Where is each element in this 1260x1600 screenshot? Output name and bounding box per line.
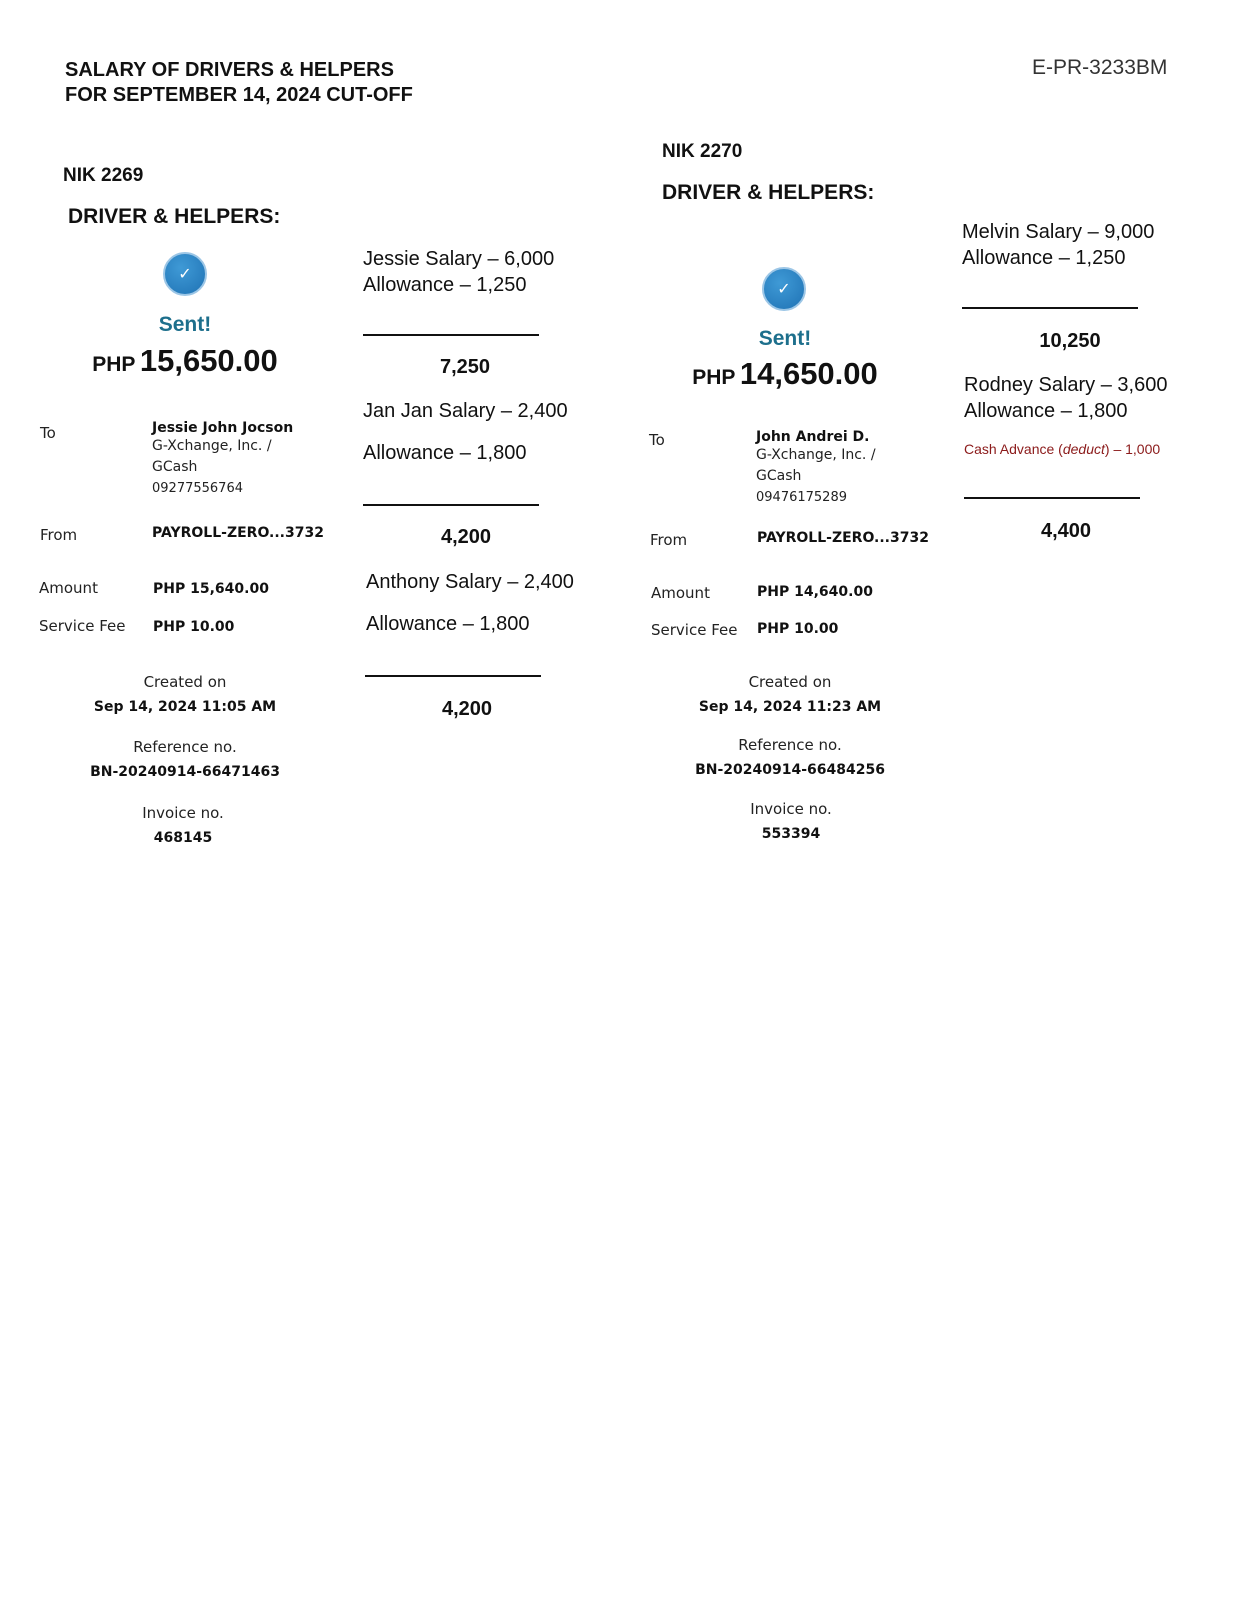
currency-label: PHP (92, 353, 136, 376)
sent-amount-right (655, 356, 915, 392)
title-line-2: FOR SEPTEMBER 14, 2024 CUT-OFF (65, 84, 413, 106)
section-title-left: DRIVER & HELPERS: (68, 205, 281, 228)
service-fee-label: Service Fee (651, 621, 738, 639)
recipient-number: 09277556764 (152, 481, 243, 496)
recipient-block-left (152, 420, 293, 499)
invoice-block-left (53, 804, 313, 846)
amount-value: 14,650.00 (739, 356, 878, 391)
recipient-provider: G-Xchange, Inc. / (756, 447, 876, 463)
recipient-name: Jessie John Jocson (152, 420, 294, 436)
service-fee-value: PHP 10.00 (757, 621, 839, 637)
salary-line: Rodney Salary – 3,600 (964, 374, 1168, 396)
to-label: To (40, 424, 56, 442)
from-value: PAYROLL-ZERO...3732 (757, 530, 929, 546)
document-title (65, 58, 413, 108)
total-jessie: 7,250 (439, 356, 491, 378)
total-anthony: 4,200 (441, 698, 493, 720)
salary-line: Jessie Salary – 6,000 (363, 248, 555, 270)
salary-line: Melvin Salary – 9,000 (962, 221, 1155, 243)
invoice-value: 553394 (761, 826, 821, 842)
invoice-block-right (661, 800, 921, 842)
amount-label: Amount (651, 584, 710, 602)
amount-detail-value: PHP 14,640.00 (757, 584, 873, 600)
salary-line-anthony: Anthony Salary – 2,400 (366, 571, 574, 593)
service-fee-value: PHP 10.00 (153, 619, 235, 635)
reference-value: BN-20240914-66471463 (90, 764, 280, 780)
sent-status-left: Sent! (158, 313, 212, 336)
recipient-number: 09476175289 (756, 490, 847, 505)
total-rodney: 4,400 (1040, 520, 1092, 542)
recipient-block-right (756, 429, 876, 508)
sum-divider (964, 497, 1140, 499)
allowance-line-anthony: Allowance – 1,800 (366, 613, 530, 635)
amount-label: Amount (39, 579, 98, 597)
deduct-prefix: Cash Advance ( (964, 441, 1063, 457)
check-circle-icon (762, 267, 806, 311)
recipient-provider: G-Xchange, Inc. / (152, 438, 272, 454)
created-value: Sep 14, 2024 11:23 AM (698, 699, 882, 715)
created-block-right (660, 673, 920, 715)
invoice-label: Invoice no. (142, 804, 224, 822)
salary-line-janjan: Jan Jan Salary – 2,400 (363, 400, 568, 422)
currency-label: PHP (692, 366, 736, 389)
from-label: From (40, 526, 78, 544)
from-label: From (650, 531, 688, 549)
reference-label: Reference no. (133, 738, 237, 756)
sum-divider (962, 307, 1138, 309)
deduct-word: deduct (1062, 441, 1105, 457)
amount-detail-value: PHP 15,640.00 (153, 581, 269, 597)
sum-divider (363, 504, 539, 506)
sum-divider (365, 675, 541, 677)
payroll-entry-rodney (964, 372, 1167, 424)
created-label: Created on (143, 673, 227, 691)
from-value: PAYROLL-ZERO...3732 (152, 525, 324, 541)
payroll-entry-jessie (363, 246, 554, 298)
allowance-line: Allowance – 1,250 (962, 247, 1126, 269)
check-glyph: ✓ (777, 281, 791, 298)
recipient-name: John Andrei D. (756, 429, 870, 445)
payroll-entry-melvin (962, 219, 1154, 271)
sum-divider (363, 334, 539, 336)
invoice-label: Invoice no. (750, 800, 832, 818)
vehicle-label-right: NIK 2270 (662, 141, 743, 162)
title-line-1: SALARY OF DRIVERS & HELPERS (65, 59, 394, 81)
to-label: To (649, 431, 665, 449)
sent-amount-left (55, 343, 315, 379)
cash-advance-deduction (964, 441, 1160, 457)
total-janjan: 4,200 (440, 526, 492, 548)
deduct-suffix: ) – 1,000 (1104, 441, 1161, 457)
vehicle-label-left: NIK 2269 (63, 165, 144, 186)
reference-block-right (660, 736, 920, 778)
section-title-right: DRIVER & HELPERS: (662, 181, 875, 204)
allowance-line: Allowance – 1,800 (964, 400, 1128, 422)
amount-value: 15,650.00 (139, 343, 278, 378)
check-glyph: ✓ (178, 266, 192, 283)
recipient-wallet: GCash (152, 459, 198, 475)
service-fee-label: Service Fee (39, 617, 126, 635)
reference-block-left (55, 738, 315, 780)
reference-label: Reference no. (738, 736, 842, 754)
created-label: Created on (748, 673, 832, 691)
check-circle-icon (163, 252, 207, 296)
reference-value: BN-20240914-66484256 (695, 762, 885, 778)
allowance-line: Allowance – 1,250 (363, 274, 527, 296)
created-block-left (55, 673, 315, 715)
document-id: E-PR-3233BM (1032, 56, 1168, 79)
invoice-value: 468145 (153, 830, 213, 846)
allowance-line-janjan: Allowance – 1,800 (363, 442, 527, 464)
total-melvin: 10,250 (1039, 330, 1101, 352)
recipient-wallet: GCash (756, 468, 802, 484)
sent-status-right: Sent! (758, 327, 812, 350)
created-value: Sep 14, 2024 11:05 AM (93, 699, 277, 715)
